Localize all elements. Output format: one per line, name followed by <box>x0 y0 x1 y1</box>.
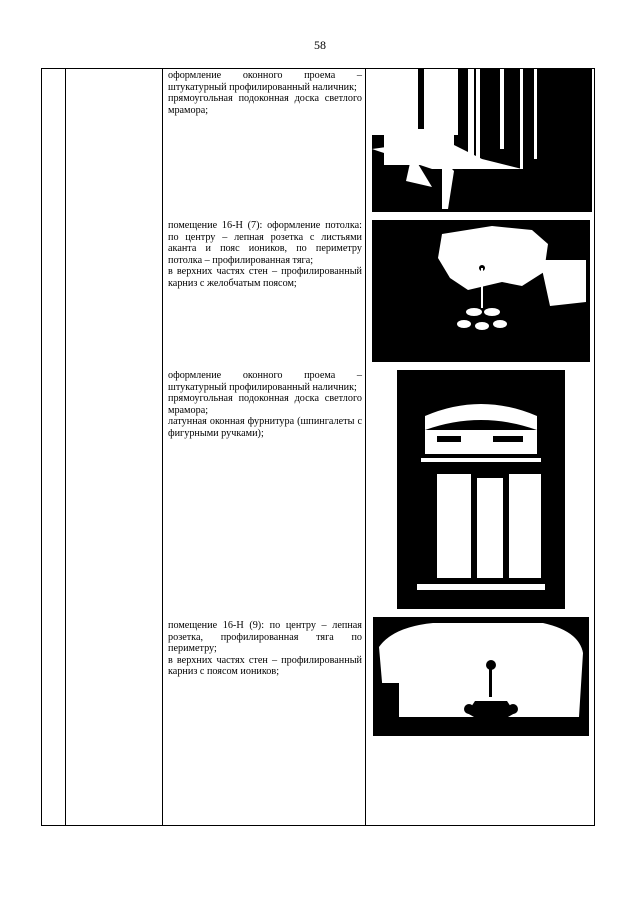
column-divider <box>162 69 163 825</box>
ceiling-chandelier-photo <box>372 220 590 362</box>
description-cell <box>168 370 362 440</box>
description-cell <box>168 70 362 116</box>
window-sill-photo <box>372 69 592 212</box>
description-line: помещение 16-Н (9): по центру – лепная розетка, профилированная тяга по периметру; <box>168 620 362 655</box>
description-cell <box>168 220 362 290</box>
description-line: прямоугольная подоконная доска светлого мрамора; <box>168 393 362 416</box>
window-frame-photo <box>397 370 565 609</box>
description-line: прямоугольная подоконная доска светлого мрамора; <box>168 93 362 116</box>
column-divider <box>365 69 366 825</box>
description-line: оформление оконного проема – штукатурный профилированный наличник; <box>168 370 362 393</box>
description-line: оформление оконного проема – штукатурный профилированный наличник; <box>168 70 362 93</box>
column-divider <box>65 69 66 825</box>
ceiling-rosette-photo <box>373 617 589 736</box>
description-line: в верхних частях стен – профилированный карниз с поясом иоников; <box>168 654 362 678</box>
page-number: 58 <box>314 38 326 52</box>
description-line: латунная оконная фурнитура (шпингалеты с фигурными ручками); <box>168 416 362 439</box>
description-table <box>41 68 595 826</box>
description-cell <box>168 620 362 678</box>
description-line: в верхних частях стен – профилированный карниз с желобчатым поясом; <box>168 266 362 289</box>
description-line: помещение 16-Н (7): оформление потолка: по центру – лепная розетка с листьями аканта и пояс иоников, по периметру потолка – профилированная тяга; <box>168 220 362 266</box>
